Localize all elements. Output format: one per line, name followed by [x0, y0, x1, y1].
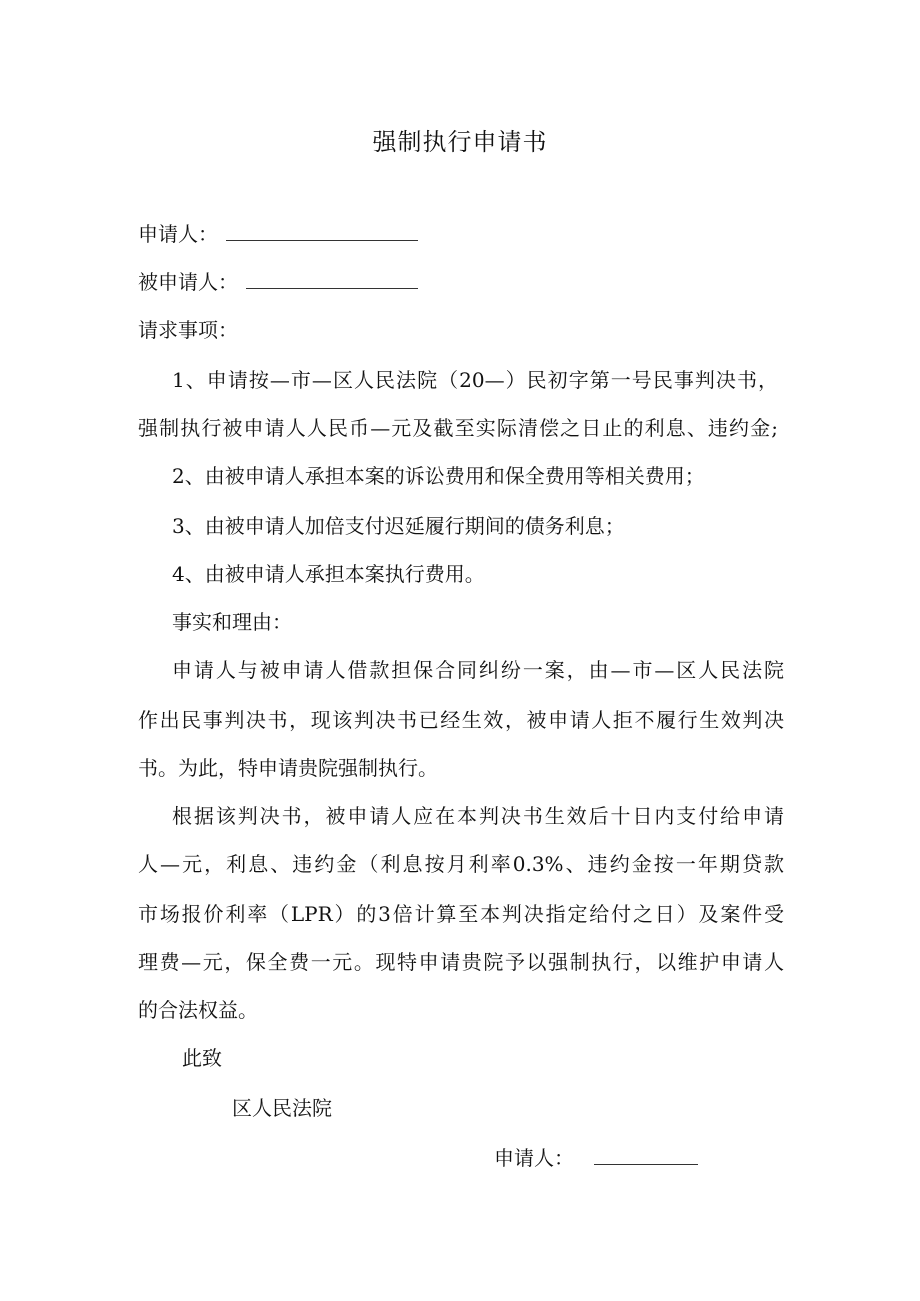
applicant-line [138, 220, 418, 248]
facts-p1-line2: 作出民事判决书，现该判决书已经生效，被申请人拒不履行生效判决 [138, 708, 784, 732]
claim3: 3、由被申请人加倍支付迟延履行期间的债务利息； [172, 514, 625, 538]
facts-p2-line2: 人—元，利息、违约金（利息按月利率0.3%、违约金按一年期贷款 [138, 852, 784, 876]
facts-p1-line1: 申请人与被申请人借款担保合同纠纷一案，由—市—区人民法院 [172, 658, 784, 682]
claim2: 2、由被申请人承担本案的诉讼费用和保全费用等相关费用； [172, 464, 705, 488]
respondent-line [138, 268, 418, 296]
respondent-blank [246, 274, 418, 289]
closing-salutation: 此致 [182, 1046, 222, 1070]
applicant-label: 申请人： [138, 222, 218, 246]
facts-p2-line1: 根据该判决书，被申请人应在本判决书生效后十日内支付给申请 [172, 804, 784, 828]
facts-heading: 事实和理由： [172, 610, 292, 634]
claim4: 4、由被申请人承担本案执行费用。 [172, 562, 485, 586]
respondent-label: 被申请人： [138, 270, 238, 294]
claims-heading: 请求事项： [138, 318, 238, 342]
court-name: 区人民法院 [232, 1096, 332, 1120]
signature-blank [594, 1150, 698, 1165]
claim1-line1: 1、申请按—市—区人民法院（20—）民初字第一号民事判决书， [172, 368, 778, 392]
signature-line [494, 1144, 698, 1172]
applicant-blank [226, 226, 418, 241]
facts-p2-line5: 的合法权益。 [138, 998, 258, 1022]
facts-p2-line3: 市场报价利率（LPR）的3倍计算至本判决指定给付之日）及案件受 [138, 902, 784, 926]
claim1-line2: 强制执行被申请人人民币—元及截至实际清偿之日止的利息、违约金; [138, 416, 778, 440]
facts-p2-line4: 理费—元，保全费一元。现特申请贵院予以强制执行，以维护申请人 [138, 950, 784, 974]
document-title: 强制执行申请书 [372, 128, 548, 156]
facts-p1-line3: 书。为此，特申请贵院强制执行。 [138, 756, 438, 780]
signature-label: 申请人： [494, 1146, 574, 1170]
